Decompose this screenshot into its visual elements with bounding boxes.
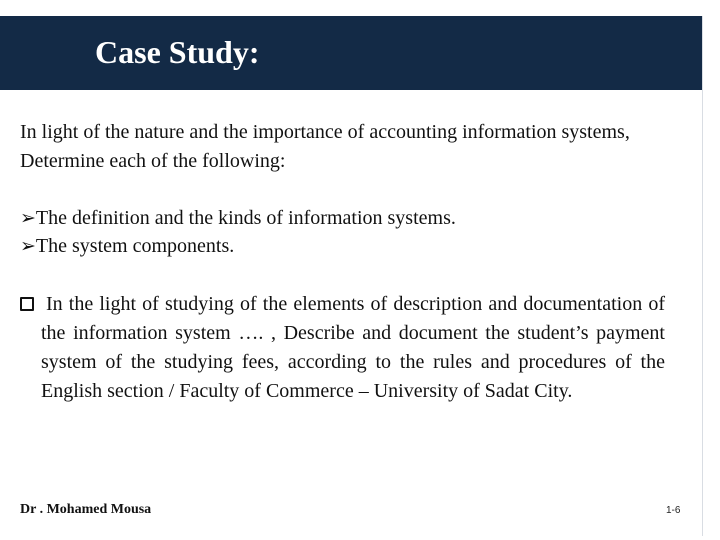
intro-paragraph: In light of the nature and the importance of accounting information systems, Determine each of the following: — [20, 121, 630, 172]
footer-author: Dr . Mohamed Mousa — [20, 502, 152, 517]
arrow-list-item — [20, 232, 680, 260]
arrow-list-item — [20, 204, 680, 232]
arrow-bullet-icon: ➢ — [20, 207, 36, 229]
task-text: In the light of studying of the elements of description and documentation of the information system …. , Describe and document the student’s payment system of the studying fees, according to the rules and procedures of the English section / Faculty of Commerce – University of Sadat City. — [41, 293, 665, 402]
arrow-list — [20, 204, 680, 260]
arrow-bullet-icon: ➢ — [20, 235, 36, 257]
arrow-item-text: The system components. — [35, 235, 235, 257]
task-block — [20, 290, 665, 406]
page-number: 1-6 — [666, 505, 681, 516]
arrow-item-text: The definition and the kinds of information systems. — [35, 207, 456, 229]
task-item — [20, 290, 665, 406]
slide-title: Case Study: — [95, 34, 260, 70]
right-divider — [702, 16, 703, 536]
checkbox-bullet-icon — [20, 297, 34, 311]
